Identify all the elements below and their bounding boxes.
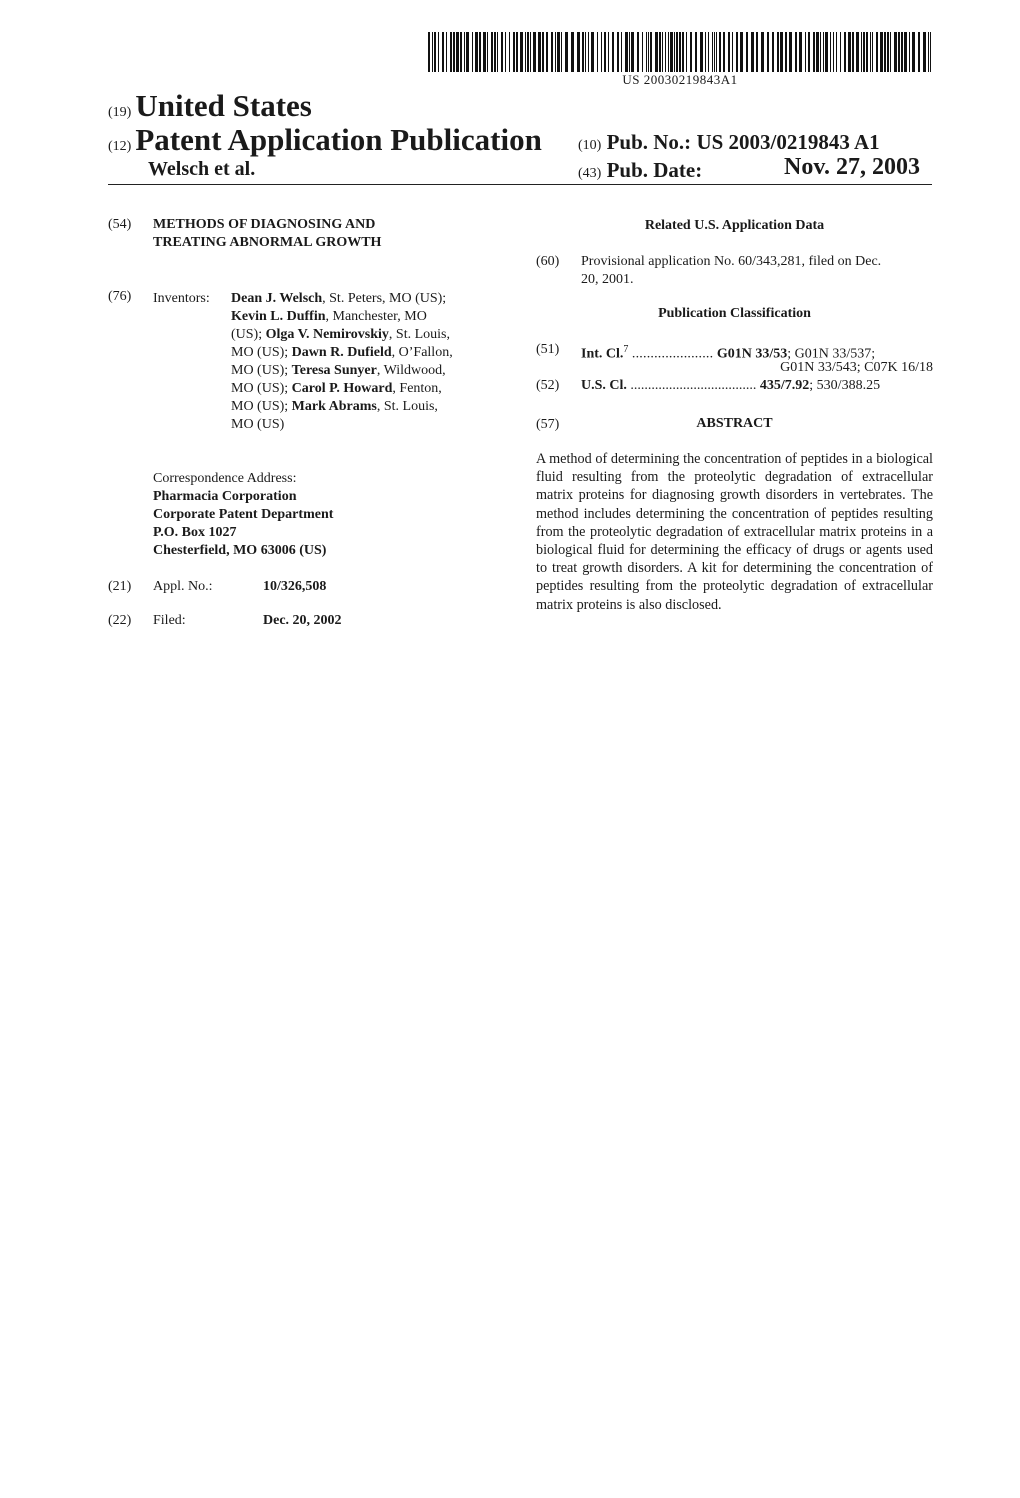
barcode-bar (856, 32, 859, 72)
pub-date-line (578, 158, 702, 183)
correspondence-line: P.O. Box 1027 (153, 525, 237, 540)
us-cl-leader: .................................... (630, 378, 757, 393)
us-cl-primary: 435/7.92 (759, 378, 810, 393)
barcode-bar (453, 32, 455, 72)
barcode-bar (597, 32, 598, 72)
filed-label: Filed: (153, 613, 186, 628)
inventor-location: , O’Fallon, (391, 345, 453, 360)
barcode-bar (844, 32, 846, 72)
barcode-bar (670, 32, 673, 72)
barcode-bar (799, 32, 802, 72)
inventor-line (231, 416, 531, 434)
pub-date-code: (43) (578, 166, 602, 181)
barcode-bar (591, 32, 594, 72)
barcode-bar (708, 32, 709, 72)
appl-code: (21) (108, 579, 132, 594)
barcode-bar (901, 32, 903, 72)
barcode-bar (483, 32, 486, 72)
barcode-bar (464, 32, 465, 72)
barcode-bar (836, 32, 837, 72)
us-cl-secondary: ; 530/388.25 (809, 378, 881, 393)
barcode-bar (676, 32, 678, 72)
authors: Welsch et al. (148, 158, 256, 180)
barcode-bar (795, 32, 797, 72)
barcode-bar (604, 32, 606, 72)
barcode-bar (501, 32, 503, 72)
barcode-bar (872, 32, 873, 72)
barcode-bar (513, 32, 515, 72)
country-heading (108, 88, 312, 124)
pub-type-title: Patent Application Publication (135, 122, 542, 157)
barcode-bar (520, 32, 523, 72)
inventor-prefix: MO (US) (231, 417, 285, 432)
barcode-bar (682, 32, 684, 72)
barcode-image (428, 32, 932, 72)
barcode-bar (777, 32, 779, 72)
barcode-bar (813, 32, 815, 72)
barcode-bar (732, 32, 733, 72)
us-cl-line (581, 377, 933, 395)
barcode-bar (772, 32, 774, 72)
us-cl-label: U.S. Cl. (581, 378, 627, 393)
inventor-line (231, 398, 531, 416)
barcode-bar (728, 32, 730, 72)
correspondence-line: Chesterfield, MO 63006 (US) (153, 543, 327, 558)
correspondence-line: Pharmacia Corporation (153, 489, 297, 504)
barcode-bar (642, 32, 643, 72)
pub-date-value: Nov. 27, 2003 (784, 154, 921, 180)
barcode-bar (565, 32, 568, 72)
barcode-bar (479, 32, 481, 72)
barcode-bar (561, 32, 562, 72)
barcode-bar (631, 32, 634, 72)
barcode-bar (719, 32, 721, 72)
barcode-bar (887, 32, 889, 72)
barcode-bar (894, 32, 897, 72)
int-cl-edition: 7 (623, 344, 629, 355)
barcode-bar (825, 32, 828, 72)
barcode-bar (551, 32, 553, 72)
classification-heading: Publication Classification (658, 306, 811, 321)
barcode-bar (705, 32, 706, 72)
barcode-bar (876, 32, 878, 72)
title-line-2: TREATING ABNORMAL GROWTH (153, 235, 382, 250)
barcode-bar (646, 32, 647, 72)
inventor-prefix: (US); (231, 327, 266, 342)
inventor-location: , Manchester, MO (325, 309, 427, 324)
barcode-bar (582, 32, 584, 72)
barcode-bar (438, 32, 439, 72)
barcode-bar (840, 32, 841, 72)
abstract-code: (57) (536, 417, 560, 432)
inventor-prefix: MO (US); (231, 381, 292, 396)
barcode-bar (509, 32, 510, 72)
inventor-location: , St. Louis, (388, 327, 450, 342)
barcode-bar (723, 32, 725, 72)
barcode-bar (442, 32, 444, 72)
barcode-bar (555, 32, 556, 72)
barcode-bar (505, 32, 506, 72)
pub-type-code: (12) (108, 139, 132, 154)
barcode-number: US 20030219843A1 (622, 72, 738, 87)
barcode-bar (686, 32, 687, 72)
barcode-bar (516, 32, 518, 72)
barcode-bar (861, 32, 862, 72)
int-cl-line-2: G01N 33/543; C07K 16/18 (780, 360, 933, 375)
barcode-bar (870, 32, 871, 72)
int-cl-leader: ...................... (631, 346, 714, 362)
inventor-location: , St. Peters, MO (US); (322, 291, 447, 306)
pub-no-code: (10) (578, 138, 602, 153)
inventor-name: Kevin L. Duffin (231, 309, 326, 324)
country-code: (19) (108, 105, 132, 120)
provisional-line-2: 20, 2001. (581, 272, 634, 287)
barcode-bar (928, 32, 929, 72)
barcode-bar (716, 32, 717, 72)
header-divider (108, 184, 932, 185)
inventor-location: , Fenton, (392, 381, 442, 396)
barcode-bar (542, 32, 544, 72)
inventor-prefix: MO (US); (231, 363, 292, 378)
barcode-bar (662, 32, 663, 72)
inventor-line (231, 326, 531, 344)
barcode-bar (655, 32, 658, 72)
barcode-bar (780, 32, 783, 72)
barcode-bar (740, 32, 743, 72)
barcode-bar (608, 32, 609, 72)
inventor-line (231, 308, 531, 326)
barcode-bar (487, 32, 488, 72)
barcode-bar (557, 32, 560, 72)
barcode-bar (450, 32, 452, 72)
inventor-name: Olga V. Nemirovskiy (265, 327, 389, 342)
barcode-bar (751, 32, 754, 72)
barcode-bar (527, 32, 529, 72)
int-cl-primary: G01N 33/53 (716, 346, 788, 362)
int-cl-label: Int. Cl. (581, 346, 624, 362)
inventors-code: (76) (108, 289, 132, 304)
barcode-bar (629, 32, 630, 72)
pub-date-label: Pub. Date: (606, 158, 703, 182)
barcode-bar (577, 32, 580, 72)
filed-code: (22) (108, 613, 132, 628)
barcode-bar (571, 32, 574, 72)
int-cl-secondary: ; G01N 33/537; (787, 346, 876, 362)
barcode-bar (491, 32, 493, 72)
barcode-bar (880, 32, 883, 72)
barcode-bar (668, 32, 669, 72)
correspondence-label: Correspondence Address: (153, 471, 297, 486)
barcode-bar (923, 32, 926, 72)
barcode-bar (789, 32, 792, 72)
barcode-bar (808, 32, 810, 72)
barcode-bar (756, 32, 758, 72)
barcode-bar (866, 32, 868, 72)
barcode-bar (700, 32, 703, 72)
barcode-bar (637, 32, 639, 72)
barcode-bar (884, 32, 886, 72)
inventors-label: Inventors: (153, 291, 210, 306)
inventor-name: Carol P. Howard (291, 381, 393, 396)
country-name: United States (135, 88, 312, 123)
filed-value: Dec. 20, 2002 (263, 613, 342, 628)
barcode-bar (816, 32, 819, 72)
int-cl-code: (51) (536, 342, 560, 357)
title-line-1: METHODS OF DIAGNOSING AND (153, 217, 376, 232)
barcode-bar (475, 32, 478, 72)
barcode-bar (848, 32, 851, 72)
barcode-bar (695, 32, 697, 72)
barcode-bar (494, 32, 496, 72)
appl-label: Appl. No.: (153, 579, 213, 594)
pub-no-value: US 2003/0219843 A1 (696, 130, 880, 154)
barcode-bar (736, 32, 738, 72)
barcode-bar (617, 32, 619, 72)
barcode-bar (712, 32, 713, 72)
barcode-bar (767, 32, 769, 72)
barcode-bar (912, 32, 915, 72)
barcode-bar (918, 32, 920, 72)
barcode-bar (930, 32, 931, 72)
barcode-bar (588, 32, 589, 72)
barcode-bar (785, 32, 787, 72)
barcode-bar (497, 32, 498, 72)
provisional-code: (60) (536, 254, 560, 269)
barcode-bar (909, 32, 910, 72)
inventor-name: Mark Abrams (291, 399, 377, 414)
inventors-list (231, 290, 531, 434)
pub-number-line (578, 130, 880, 155)
barcode-bar (472, 32, 473, 72)
barcode-bar (460, 32, 462, 72)
barcode-bar (690, 32, 692, 72)
barcode-bar (761, 32, 764, 72)
barcode-bar (805, 32, 806, 72)
inventor-prefix: MO (US); (231, 345, 292, 360)
barcode-bar (650, 32, 652, 72)
barcode-bar (830, 32, 831, 72)
barcode-bar (621, 32, 622, 72)
barcode-bar (659, 32, 661, 72)
appl-value: 10/326,508 (263, 579, 327, 594)
barcode-bar (434, 32, 436, 72)
barcode-bar (525, 32, 526, 72)
barcode-bar (852, 32, 854, 72)
barcode-bar (674, 32, 675, 72)
barcode-bar (456, 32, 459, 72)
inventor-prefix: MO (US); (231, 399, 292, 414)
inventor-name: Dean J. Welsch (231, 291, 323, 306)
barcode-bar (533, 32, 536, 72)
inventor-location: , Wildwood, (376, 363, 446, 378)
barcode-bar (714, 32, 715, 72)
provisional-line-1: Provisional application No. 60/343,281, filed on Dec. (581, 254, 882, 269)
barcode-bar (863, 32, 865, 72)
abstract-body: A method of determining the concentration of peptides in a biological fluid resulting from the proteolytic degradation of extracellular matrix proteins for diagnosing growth disorders in vertebrates. The method includes determining the concentration of peptides resulting from the proteolytic degradation of extracellular matrix proteins in a biological fluid for determining the efficacy of drugs or agents used to treat growth disorders. A kit for determining the concentration of peptides resulting from the proteolytic degradation of extracellular matrix proteins is also disclosed. (536, 451, 933, 613)
barcode-bar (538, 32, 541, 72)
barcode-bar (833, 32, 834, 72)
us-cl-code: (52) (536, 378, 560, 393)
barcode-bar (679, 32, 681, 72)
title-code: (54) (108, 217, 132, 232)
barcode-bar (585, 32, 586, 72)
barcode-bar (601, 32, 602, 72)
inventor-line (231, 344, 531, 362)
barcode-bar (625, 32, 628, 72)
inventor-name: Dawn R. Dufield (291, 345, 392, 360)
inventor-location: , St. Louis, (376, 399, 438, 414)
barcode-bar (466, 32, 469, 72)
inventor-line (231, 290, 531, 308)
inventor-line (231, 380, 531, 398)
barcode-bar (432, 32, 433, 72)
barcode-bar (823, 32, 824, 72)
related-data-heading: Related U.S. Application Data (644, 218, 825, 233)
barcode-bar (746, 32, 748, 72)
barcode-bar (428, 32, 430, 72)
abstract-heading: ABSTRACT (696, 416, 773, 431)
barcode-bar (530, 32, 531, 72)
inventor-name: Teresa Sunyer (291, 363, 377, 378)
publication-type-heading (108, 122, 542, 158)
inventor-line (231, 362, 531, 380)
barcode-bar (546, 32, 548, 72)
barcode-bar (446, 32, 447, 72)
barcode-bar (820, 32, 821, 72)
correspondence-line: Corporate Patent Department (153, 507, 334, 522)
barcode-bar (898, 32, 900, 72)
barcode-bar (665, 32, 666, 72)
barcode-bar (890, 32, 891, 72)
barcode-bar (904, 32, 907, 72)
barcode-bar (612, 32, 614, 72)
pub-no-label: Pub. No.: (606, 130, 692, 154)
barcode-bar (648, 32, 649, 72)
